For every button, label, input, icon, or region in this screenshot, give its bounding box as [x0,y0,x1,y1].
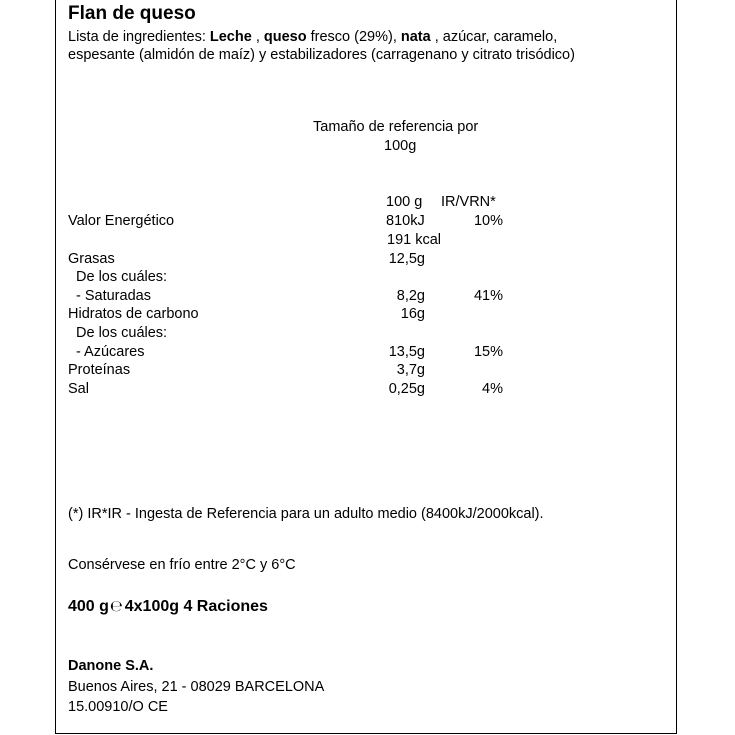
ingredients-sep-1: , [251,29,264,45]
product-title: Flan de queso [68,3,196,24]
footnote: (*) IR*IR - Ingesta de Referencia para un adulto medio (8400kJ/2000kcal). [68,506,544,522]
reference-size-line-1: Tamaño de referencia por [313,119,479,135]
nutrient-ir-saturated: 41% [473,288,503,304]
net-quantity [68,597,268,616]
energy-label: Valor Energético [68,213,175,229]
column-header-ir: IR/VRN* [441,194,496,210]
nutrient-value-protein: 3,7g [396,362,425,378]
portions: 4x100g 4 Raciones [124,598,268,615]
column-header-100g: 100 g [386,194,423,210]
nutrient-label-saturated: - Saturadas [76,288,151,304]
ingredients-sep-3: , azúcar, caramelo, [430,29,558,45]
nutrient-label-sugars: - Azúcares [76,344,145,360]
nutrient-label-of-which-2: De los cuáles: [76,325,168,341]
ingredients-line-1 [68,29,557,45]
manufacturer-address: Buenos Aires, 21 - 08029 BARCELONA [68,679,325,695]
registry-number: 15.00910/O CE [68,699,168,715]
nutrient-label-salt: Sal [68,381,89,397]
nutrient-label-of-which-1: De los cuáles: [76,269,168,285]
ingredient-nata: nata [400,29,431,45]
ingredient-leche: Leche [209,29,252,45]
nutrient-value-salt: 0,25g [388,381,425,397]
nutrient-label-protein: Proteínas [68,362,131,378]
manufacturer-name: Danone S.A. [68,658,154,674]
nutrient-ir-sugars: 15% [473,344,503,360]
reference-size-line-2: 100g [384,138,417,154]
energy-ir: 10% [473,213,503,229]
ingredients-line-2: espesante (almidón de maíz) y estabilizadores (carragenano y citrato trisódico) [68,47,575,63]
nutrient-ir-salt: 4% [482,381,503,397]
nutrient-value-saturated: 8,2g [396,288,425,304]
energy-kcal: 191 kcal [387,232,442,248]
storage-instructions: Consérvese en frío entre 2°C y 6°C [68,557,296,573]
net-weight: 400 g [68,598,109,615]
nutrient-value-carbs: 16g [400,306,425,322]
estimated-sign-icon: ℮ [109,597,123,615]
nutrient-value-fat: 12,5g [388,251,425,267]
ingredients-sep-2: fresco (29%), [306,29,401,45]
nutrient-label-carbs: Hidratos de carbono [68,306,199,322]
ingredients-prefix: Lista de ingredientes: [68,29,210,45]
nutrient-label-fat: Grasas [68,251,115,267]
ingredient-queso: queso [263,29,307,45]
energy-kj: 810kJ [386,213,425,229]
nutrient-value-sugars: 13,5g [388,344,425,360]
